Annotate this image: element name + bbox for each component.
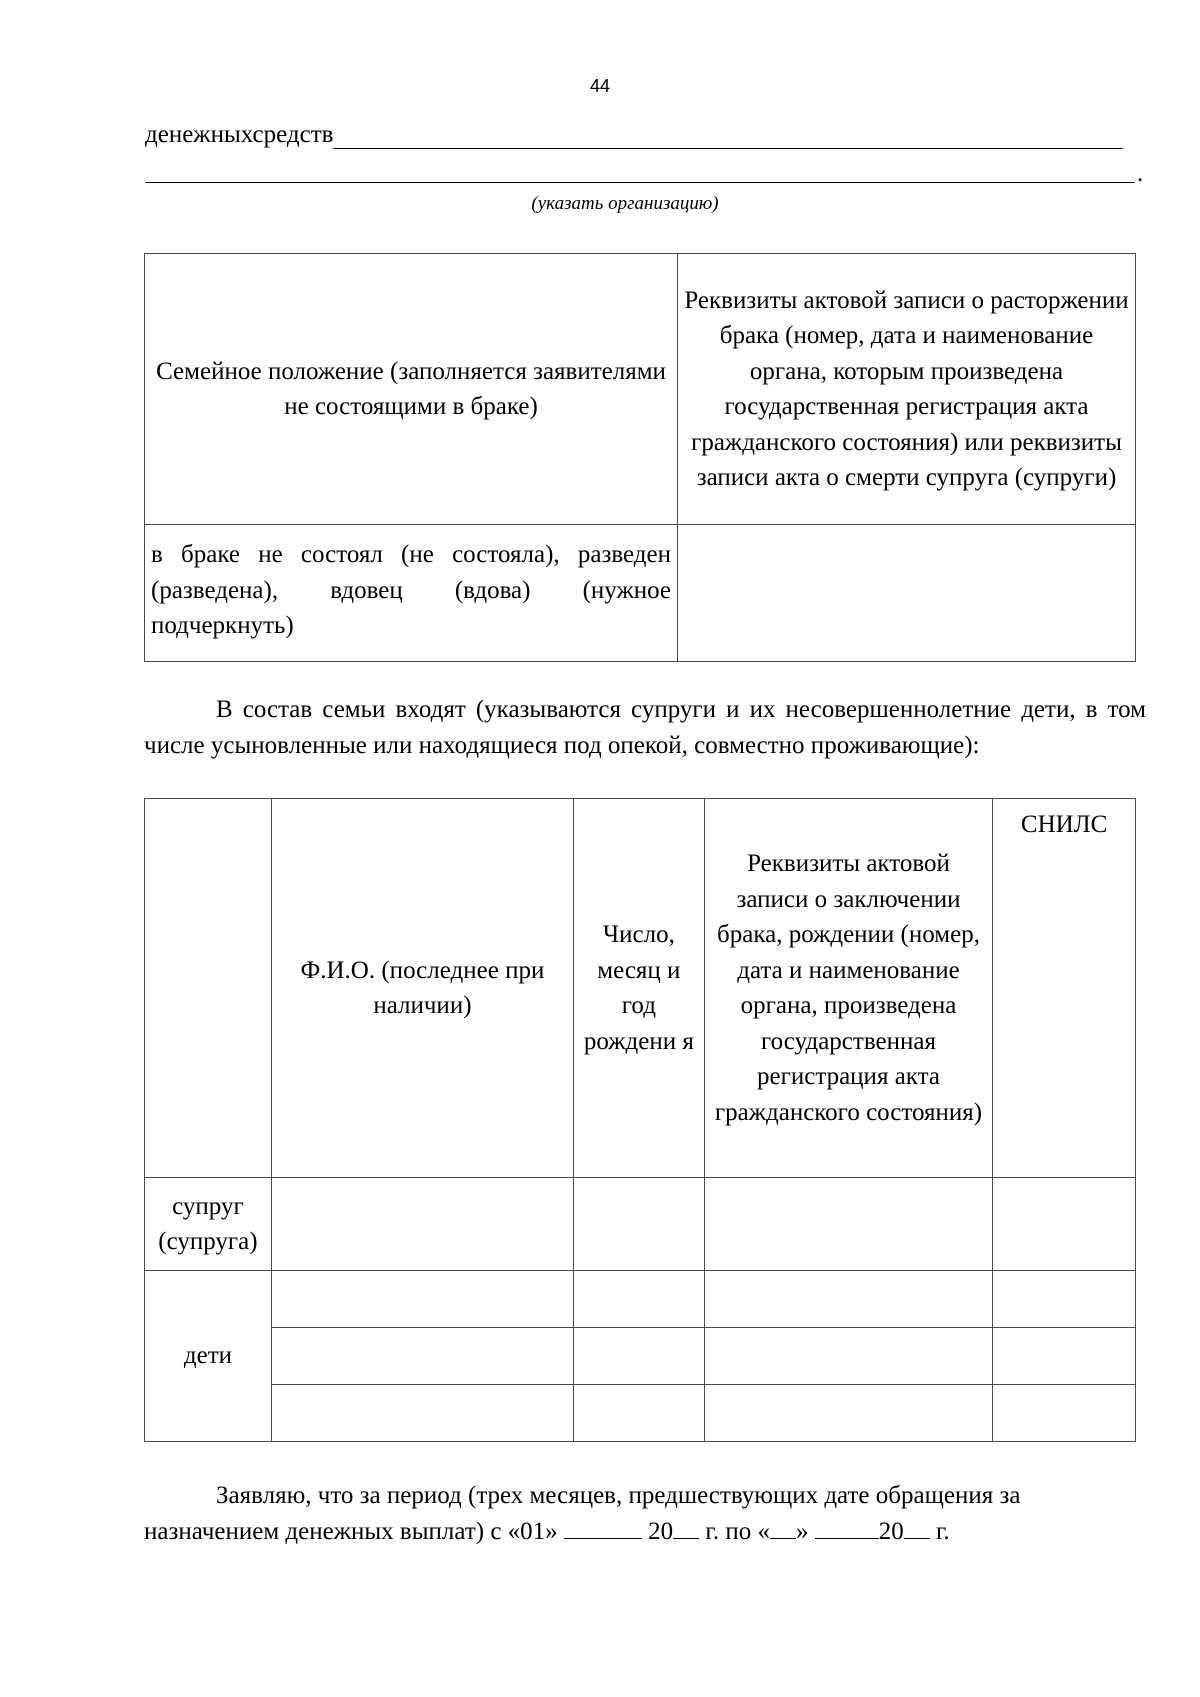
end-year-blank[interactable] [904, 1514, 930, 1539]
child-row [145, 1385, 1136, 1442]
child-record-cell[interactable] [704, 1328, 992, 1385]
organization-hint: (указать организацию) [531, 193, 719, 214]
spouse-label: супруг (супруга) [145, 1178, 272, 1271]
end-year-prefix: 20 [878, 1517, 904, 1545]
header-birth-date: Число, месяц и год рождени я [573, 799, 704, 1178]
marital-status-options: в браке не состоял (не состояла), разведен (разведена), вдовец (вдова) (нужное подчеркнуть) [145, 525, 678, 662]
funds-label: денежныхсредств [145, 121, 334, 148]
header-full-name: Ф.И.О. (последнее при наличии) [271, 799, 573, 1178]
spouse-snils-cell[interactable] [993, 1178, 1136, 1271]
child-birth-cell[interactable] [573, 1271, 704, 1328]
child-snils-cell[interactable] [993, 1271, 1136, 1328]
start-year-prefix: 20 [648, 1517, 674, 1545]
declaration-paragraph [144, 1478, 1146, 1549]
page-number: 44 [589, 76, 611, 96]
start-month-blank[interactable] [564, 1514, 642, 1539]
end-day-blank[interactable] [770, 1514, 796, 1539]
header-relation [145, 799, 272, 1178]
declaration-end: г. [936, 1517, 950, 1545]
funds-blank[interactable] [333, 120, 1123, 149]
header-snils: СНИЛС [993, 799, 1136, 1178]
divorce-record-cell[interactable] [678, 525, 1136, 662]
declaration-to: г. по « [705, 1517, 770, 1545]
child-name-cell[interactable] [271, 1328, 573, 1385]
spouse-birth-cell[interactable] [573, 1178, 704, 1271]
child-row [145, 1271, 1136, 1328]
divorce-record-header: Реквизиты актовой записи о расторжении брака (номер, дата и наименование органа, которым произведена государственная регистрация акта гражданского состояния) или реквизиты записи акта о смерти супруга (супруги) [678, 254, 1136, 525]
funds-line [145, 120, 1123, 149]
end-dot: . [1137, 160, 1144, 187]
header-act-record: Реквизиты актовой записи о заключении брака, рождении (номер, дата и наименование органа, произведена государственная регистрация акта гражданского состояния) [704, 799, 992, 1178]
spouse-record-cell[interactable] [704, 1178, 992, 1271]
marital-status-table [144, 253, 1136, 662]
spouse-name-cell[interactable] [271, 1178, 573, 1271]
child-snils-cell[interactable] [993, 1328, 1136, 1385]
marital-status-header: Семейное положение (заполняется заявителями не состоящими в браке) [145, 254, 678, 525]
spouse-row [145, 1178, 1136, 1271]
child-record-cell[interactable] [704, 1385, 992, 1442]
child-name-cell[interactable] [271, 1385, 573, 1442]
child-snils-cell[interactable] [993, 1385, 1136, 1442]
child-record-cell[interactable] [704, 1271, 992, 1328]
child-birth-cell[interactable] [573, 1385, 704, 1442]
declaration-text: Заявляю, что за период (трех месяцев, предшествующих дате обращения за назначением денежных выплат) с «01» [144, 1482, 1021, 1545]
family-intro: В состав семьи входят (указываются супруги и их несовершеннолетние дети, в том числе усыновленные или находящиеся под опекой, совместно проживающие): [144, 696, 1146, 759]
end-month-blank[interactable] [815, 1514, 879, 1539]
child-birth-cell[interactable] [573, 1328, 704, 1385]
family-composition-table [144, 798, 1136, 1442]
start-year-blank[interactable] [673, 1514, 699, 1539]
organization-blank[interactable] [145, 154, 1135, 183]
child-name-cell[interactable] [271, 1271, 573, 1328]
close-quote: » [796, 1517, 809, 1545]
children-label: дети [145, 1271, 272, 1442]
child-row [145, 1328, 1136, 1385]
